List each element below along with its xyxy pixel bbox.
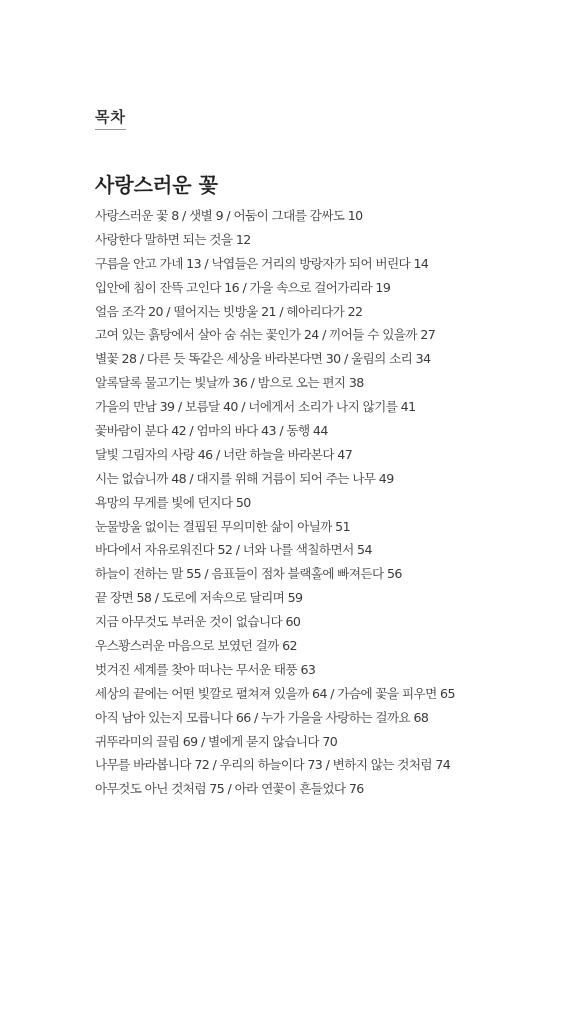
toc-entry: 우스꽝스러운 마음으로 보였던 걸까 62 (95, 638, 297, 654)
toc-entry: 귀뚜라미의 끌림 69 / 별에게 묻지 않습니다 70 (95, 733, 338, 749)
toc-entry: 아무것도 아닌 것처럼 75 / 아라 연꽃이 흔들었다 76 (95, 781, 364, 797)
toc-entry: 달빛 그림자의 사랑 46 / 너란 하늘을 바라본다 47 (95, 446, 353, 462)
toc-entry: 별꽃 28 / 다른 듯 똑같은 세상을 바라본다면 30 / 울림의 소리 34 (95, 351, 431, 367)
toc-entry: 아직 남아 있는지 모릅니다 66 / 누가 가을을 사랑하는 걸까요 68 (95, 709, 429, 725)
toc-entry: 눈물방울 없이는 결핍된 무의미한 삶이 아닐까 51 (95, 518, 350, 534)
toc-entry: 지금 아무것도 부러운 것이 없습니다 60 (95, 614, 301, 630)
toc-entry: 바다에서 자유로워진다 52 / 너와 나를 색칠하면서 54 (95, 542, 372, 558)
toc-entry: 입안에 침이 잔뜩 고인다 16 / 가을 속으로 걸어가리라 19 (95, 279, 391, 295)
toc-entry: 꽃바람이 분다 42 / 엄마의 바다 43 / 동행 44 (95, 423, 328, 439)
toc-entry: 벗겨진 세계를 찾아 떠나는 무서운 태풍 63 (95, 661, 316, 677)
toc-entry: 나무를 바라봅니다 72 / 우리의 하늘이다 73 / 변하지 않는 것처럼 74 (95, 757, 451, 773)
toc-entry: 하늘이 전하는 말 55 / 음표들이 점차 블랙홀에 빠져든다 56 (95, 566, 402, 582)
toc-entry: 욕망의 무게를 빛에 던지다 50 (95, 494, 251, 510)
toc-entry: 시는 없습니까 48 / 대지를 위해 거름이 되어 주는 나무 49 (95, 470, 394, 486)
toc-entry: 알록달록 물고기는 빛날까 36 / 밤으로 오는 편지 38 (95, 375, 364, 391)
toc-entry: 세상의 끝에는 어떤 빛깔로 펼쳐져 있을까 64 / 가슴에 꽃을 피우면 65 (95, 685, 455, 701)
toc-entry: 끝 장면 58 / 도로에 저속으로 달리며 59 (95, 590, 303, 606)
toc-entry: 고여 있는 흙탕에서 살아 숨 쉬는 꽃인가 24 / 끼어들 수 있을까 27 (95, 327, 436, 343)
toc-heading: 목차 (95, 108, 126, 130)
toc-entry-list (95, 204, 565, 801)
toc-entry: 사랑스러운 꽃 8 / 샛별 9 / 어둠이 그대를 감싸도 10 (95, 208, 363, 223)
toc-entry: 구름을 안고 가네 13 / 낙엽들은 거리의 방랑자가 되어 버린다 14 (95, 255, 429, 271)
section-title: 사랑스러운 꽃 (95, 173, 218, 197)
toc-entry: 사랑한다 말하면 되는 것을 12 (95, 231, 251, 247)
toc-entry: 얼음 조각 20 / 떨어지는 빗방울 21 / 헤아리다가 22 (95, 303, 363, 319)
toc-entry: 가을의 만남 39 / 보름달 40 / 너에게서 소리가 나지 않기를 41 (95, 399, 416, 415)
